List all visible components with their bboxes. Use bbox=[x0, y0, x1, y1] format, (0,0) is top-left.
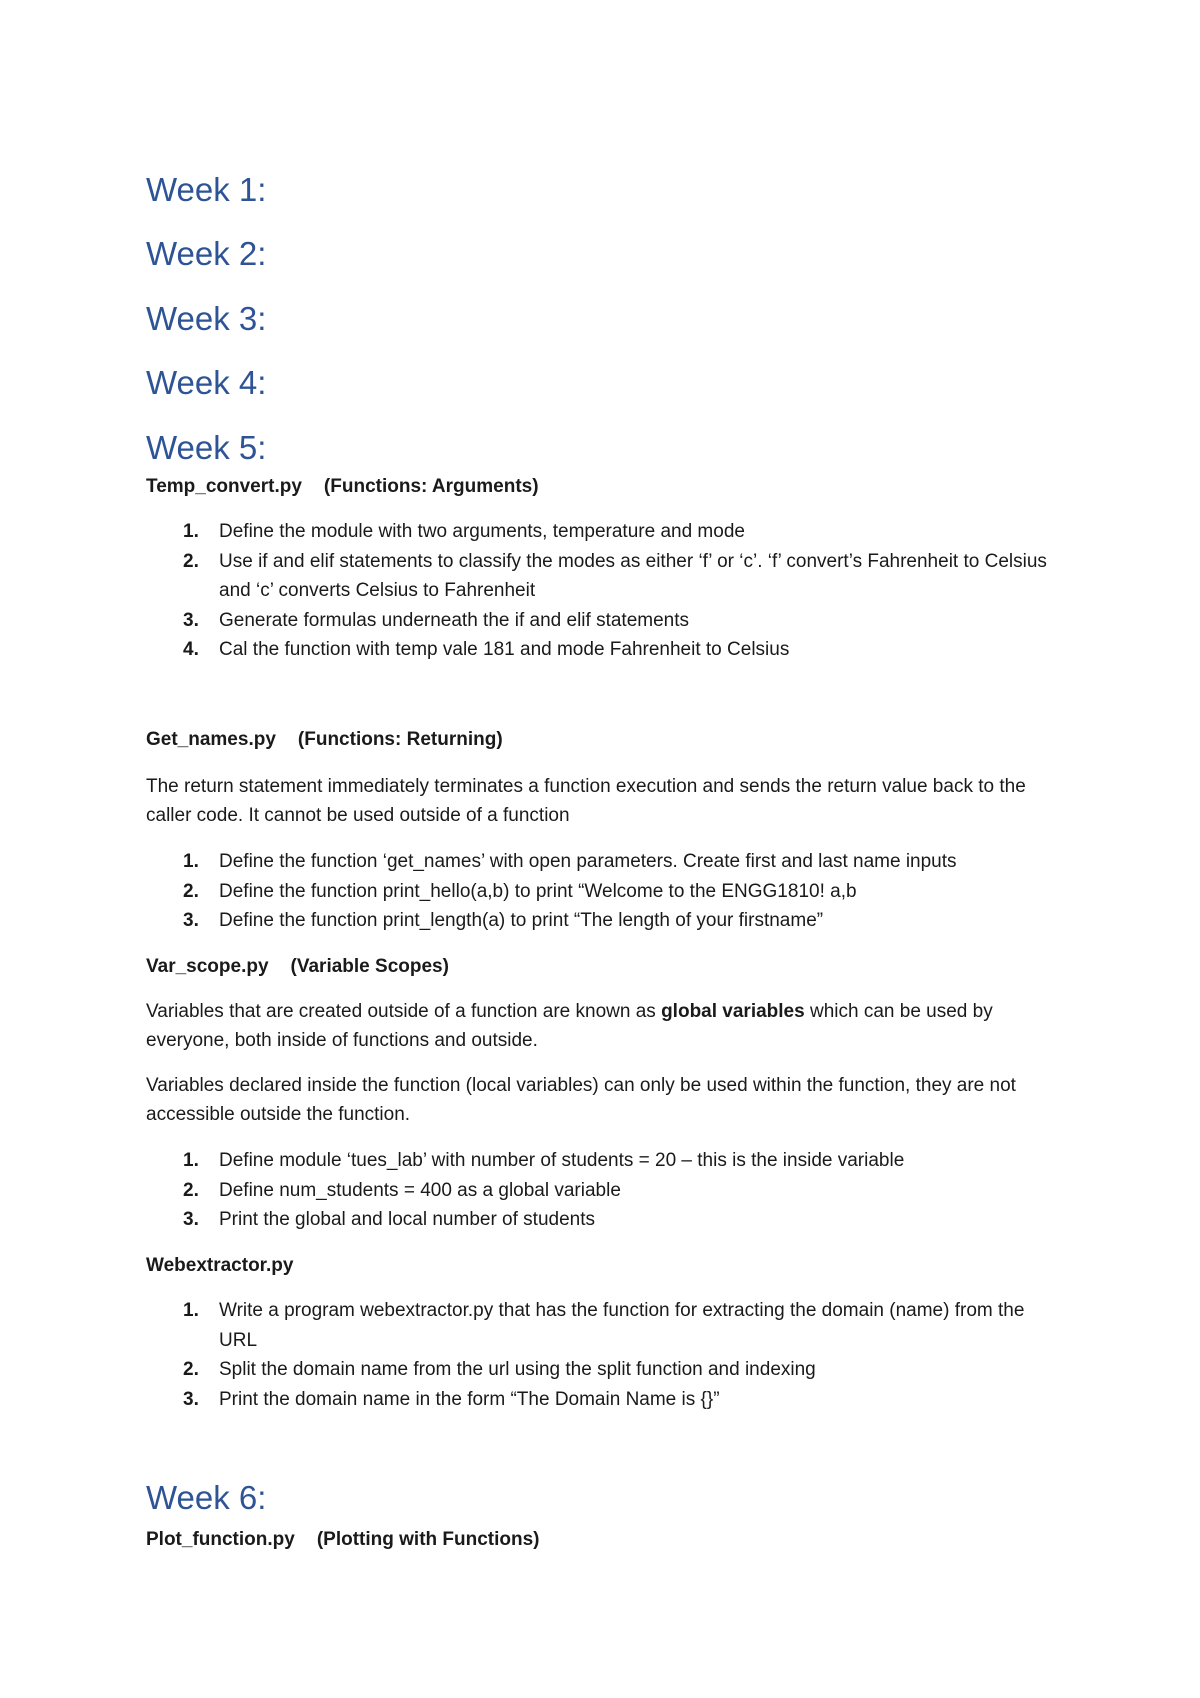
list-number: 1. bbox=[183, 851, 199, 872]
webextractor-steps bbox=[146, 1296, 1066, 1414]
global-variables-term: global variables bbox=[661, 1001, 805, 1022]
list-item bbox=[146, 635, 1066, 665]
section-temp-convert-title bbox=[146, 475, 539, 499]
heading-week-2: Week 2: bbox=[146, 235, 267, 272]
var-scope-topic: (Variable Scopes) bbox=[290, 956, 449, 977]
get-names-filename: Get_names.py bbox=[146, 729, 276, 750]
list-number: 1. bbox=[183, 521, 199, 542]
list-item bbox=[146, 906, 1066, 936]
list-number: 2. bbox=[183, 1179, 199, 1201]
list-item bbox=[146, 547, 1066, 606]
list-item-text: Define the function ‘get_names’ with open parameters. Create first and last name inputs bbox=[219, 851, 957, 872]
heading-week-4: Week 4: bbox=[146, 364, 267, 401]
section-plot-function-title bbox=[146, 1528, 540, 1552]
list-number: 1. bbox=[183, 1300, 199, 1321]
list-number: 4. bbox=[183, 639, 199, 660]
list-item bbox=[146, 1146, 1066, 1176]
section-var-scope-title bbox=[146, 955, 449, 979]
list-number: 3. bbox=[183, 609, 199, 631]
list-item-text: Define the function print_length(a) to print “The length of your firstname” bbox=[219, 910, 824, 931]
list-item-text: Print the global and local number of students bbox=[219, 1209, 596, 1230]
list-number: 2. bbox=[183, 880, 199, 902]
temp-convert-steps bbox=[146, 517, 1066, 665]
temp-convert-filename: Temp_convert.py bbox=[146, 476, 302, 497]
list-item-text: Print the domain name in the form “The Domain Name is {}” bbox=[219, 1388, 720, 1410]
plot-function-filename: Plot_function.py bbox=[146, 1529, 295, 1550]
list-number: 3. bbox=[183, 1209, 199, 1230]
get-names-steps bbox=[146, 847, 1066, 936]
list-number: 2. bbox=[183, 1359, 199, 1380]
list-item bbox=[146, 606, 1066, 636]
var-scope-para1-text: Variables that are created outside of a function are known as bbox=[146, 1001, 662, 1022]
get-names-paragraph: The return statement immediately terminates a function execution and sends the return value back to the caller code. It cannot be used outside of a function bbox=[146, 776, 1026, 826]
list-item-text: Define the function print_hello(a,b) to print “Welcome to the ENGG1810! a,b bbox=[219, 880, 857, 902]
var-scope-paragraph-1 bbox=[146, 997, 1066, 1055]
get-names-topic: (Functions: Returning) bbox=[297, 729, 503, 750]
list-number: 3. bbox=[183, 1388, 199, 1410]
heading-week-3: Week 3: bbox=[146, 300, 267, 337]
webextractor-filename: Webextractor.py bbox=[146, 1255, 294, 1276]
list-item-text: Generate formulas underneath the if and elif statements bbox=[219, 609, 689, 631]
heading-week-1: Week 1: bbox=[146, 171, 267, 208]
list-item-text: Write a program webextractor.py that has the function for extracting the domain (name) from the URL bbox=[219, 1300, 1025, 1351]
list-number: 1. bbox=[183, 1150, 199, 1171]
list-number: 3. bbox=[183, 910, 199, 931]
section-get-names-title bbox=[146, 728, 503, 752]
list-item bbox=[146, 517, 1066, 547]
list-item-text: Cal the function with temp vale 181 and mode Fahrenheit to Celsius bbox=[219, 639, 790, 660]
plot-function-topic: (Plotting with Functions) bbox=[316, 1529, 540, 1550]
var-scope-paragraph-2: Variables declared inside the function (local variables) can only be used within the function, they are not accessible outside the function. bbox=[146, 1075, 1016, 1125]
list-item-text: Define module ‘tues_lab’ with number of students = 20 – this is the inside variable bbox=[219, 1150, 905, 1171]
heading-week-6: Week 6: bbox=[146, 1479, 267, 1516]
list-item bbox=[146, 1296, 1066, 1355]
var-scope-steps bbox=[146, 1146, 1066, 1235]
list-item bbox=[146, 1205, 1066, 1235]
list-item-text: Split the domain name from the url using the split function and indexing bbox=[219, 1359, 816, 1380]
temp-convert-topic: (Functions: Arguments) bbox=[323, 476, 539, 497]
heading-week-5: Week 5: bbox=[146, 429, 267, 466]
list-item bbox=[146, 877, 1066, 907]
list-item bbox=[146, 1176, 1066, 1206]
var-scope-filename: Var_scope.py bbox=[146, 956, 269, 977]
section-webextractor-title bbox=[146, 1254, 293, 1278]
list-item bbox=[146, 1385, 1066, 1415]
list-item bbox=[146, 847, 1066, 877]
list-number: 2. bbox=[183, 550, 199, 572]
list-item-text: Define the module with two arguments, temperature and mode bbox=[219, 521, 745, 542]
list-item-text: Define num_students = 400 as a global variable bbox=[219, 1179, 621, 1201]
list-item bbox=[146, 1355, 1066, 1385]
list-item-text: Use if and elif statements to classify the modes as either ‘f’ or ‘c’. ‘f’ convert’s Fahrenheit to Celsius and ‘c’ converts Celsius to Fahrenheit bbox=[219, 550, 1047, 601]
var-scope-para1-rest: which can be used by everyone, both inside of functions and outside. bbox=[146, 1001, 993, 1051]
